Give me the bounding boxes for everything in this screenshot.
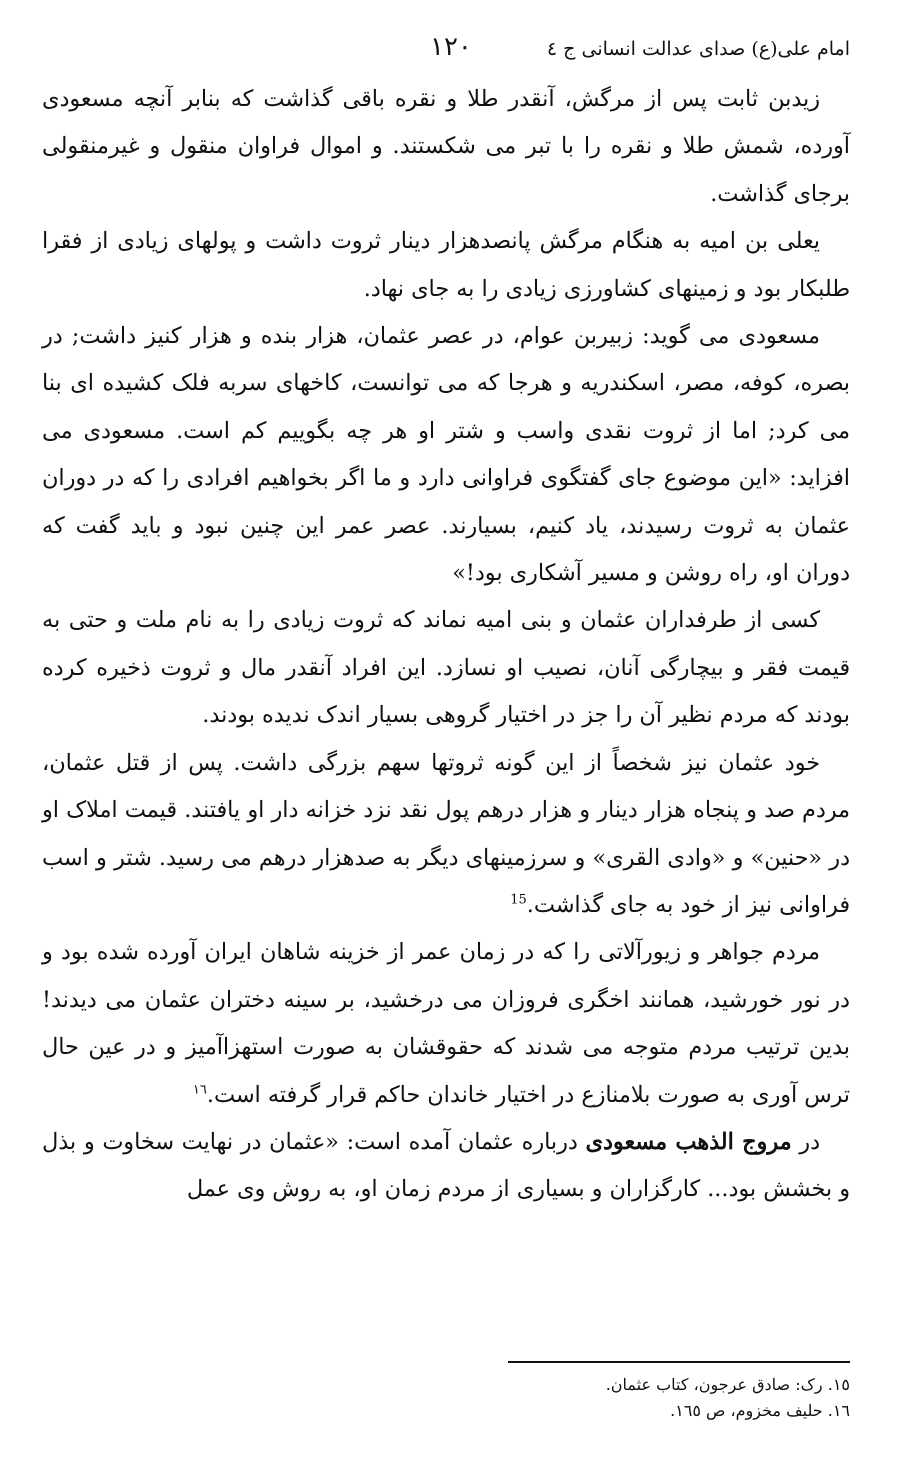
paragraph	[42, 313, 850, 597]
footnote: ١٥. رک: صادق عرجون، کتاب عثمان.	[605, 1375, 850, 1394]
paragraph-text: کسی از طرفداران عثمان و بنی امیه نماند که ثروت زیادی را به نام ملت و حتی به قیمت فقر و بیچارگی آنان، نصیب او نسازد. این افراد آنقدر مال و ثروت ذخیره کرده بودند که مردم نظیر آن را جز در اختیار گروهی بسیار اندک ندیده بودند.	[42, 607, 850, 729]
page-header	[40, 30, 850, 70]
paragraph	[42, 740, 850, 930]
page-number: ١٢٠	[430, 32, 472, 62]
source-title: مروج الذهب مسعودی	[585, 1128, 792, 1155]
paragraph-text: مسعودی می گوید: زبیربن عوام، در عصر عثمان، هزار بنده و هزار کنیز داشت; در بصره، کوفه، مصر، اسکندریه و هرجا که می توانست، کاخهای سربه فلک کشیده ای بنا می کرد; اما از ثروت نقدی واسب و شتر او هر چه بگوییم کم است. مسعودی می افزاید: «این موضوع جای گفتگوی فراوانی دارد و ما اگر بخواهیم افرادی را که در دوران عثمان به ثروت رسیدند، یاد کنیم، بسیارند. عصر عمر این چنین نبود و باید گفت که دوران او، راه روشن و مسیر آشکاری بود!»	[42, 323, 850, 587]
paragraph-text: درباره عثمان آمده است: «عثمان در نهایت سخاوت و بذل و بخشش بود... کارگزاران و بسیاری از مردم زمان او، به روش وی عمل	[42, 1128, 850, 1203]
footnote: ١٦. حلیف مخزوم، ص ١٦٥.	[670, 1401, 850, 1420]
footnote-reference[interactable]: ١٦	[192, 1082, 207, 1098]
main-text	[42, 76, 850, 1214]
paragraph-text: یعلی بن امیه به هنگام مرگش پانصدهزار دینار ثروت داشت و پولهای زیادی از فقرا طلبکار بود و زمینهای کشاورزی زیادی را به جای نهاد.	[42, 228, 850, 302]
footnote-reference[interactable]: 15	[510, 892, 527, 908]
paragraph-text: خود عثمان نیز شخصاً از این گونه ثروتها سهم بزرگی داشت. پس از قتل عثمان، مردم صد و پنجاه هزار دینار و هزار درهم پول نقد نزد خزانه دار او یافتند. قیمت املاک او در «حنین» و «وادی القری» و سرزمینهای دیگر به صدهزار درهم می رسید. شتر و اسب فراوانی نیز از خود به جای گذاشت.	[42, 749, 850, 918]
paragraph	[42, 218, 850, 313]
running-head-title: امام علی(ع) صدای عدالت انسانی ج ٤	[546, 38, 850, 60]
paragraph	[42, 929, 850, 1119]
paragraph	[42, 76, 850, 218]
paragraph-text: زیدبن ثابت پس از مرگش، آنقدر طلا و نقره باقی گذاشت که بنابر آنچه مسعودی آورده، شمش طلا و نقره را با تبر می شکستند. و اموال فراوان منقول و غیرمنقولی برجای گذاشت.	[42, 86, 850, 207]
paragraph	[42, 1119, 850, 1214]
paragraph-text: در	[791, 1128, 820, 1155]
footnotes	[42, 1372, 850, 1424]
paragraph	[42, 597, 850, 739]
footnote-divider	[508, 1361, 850, 1363]
paragraph-text: مردم جواهر و زیورآلاتی را که در زمان عمر از خزینه شاهان ایران آورده شده بود و در نور خورشید، همانند اخگری فروزان می درخشید، بر سینه دختران عثمان می دیدند! بدین ترتیب مردم متوجه می شدند که حقوقشان به صورت استهزاآمیز و در عین حال ترس آوری به صورت بلامنازع در اختیار خاندان حاکم قرار گرفته است.	[42, 939, 850, 1108]
